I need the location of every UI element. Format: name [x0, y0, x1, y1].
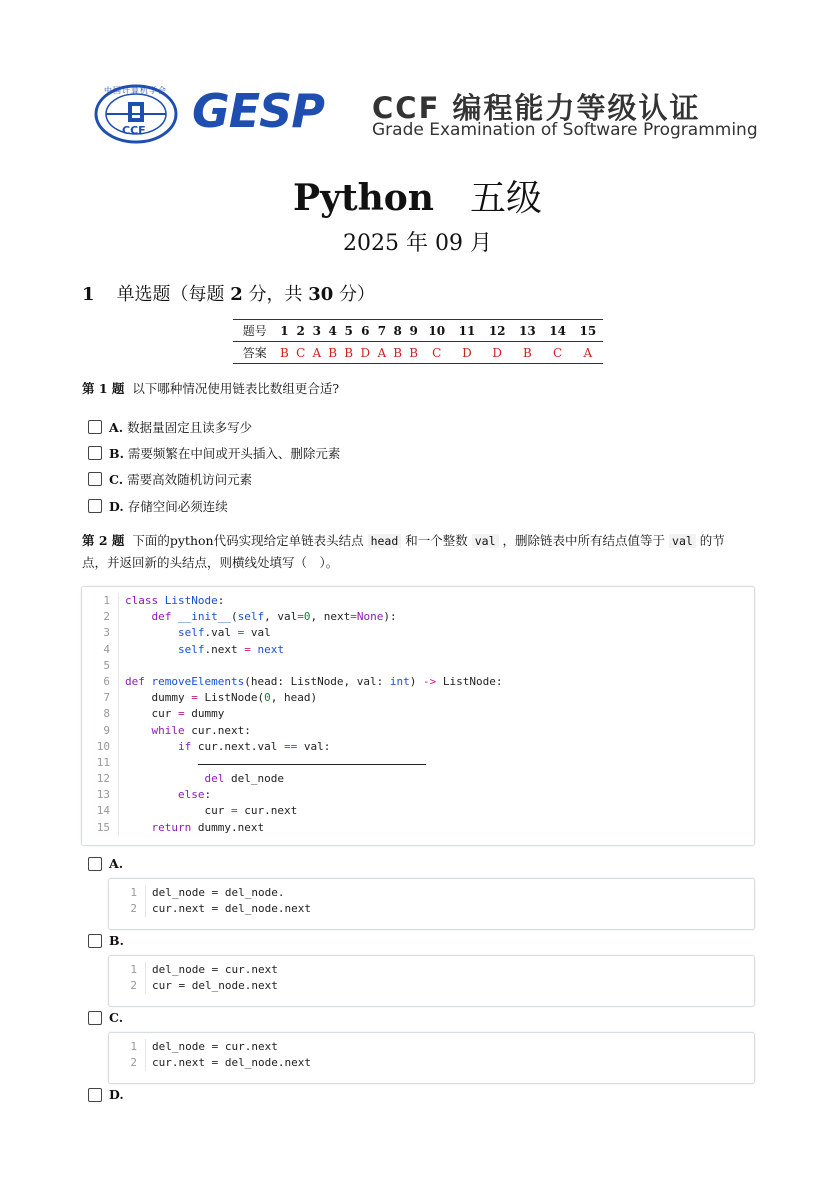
- option-letter: A.: [109, 856, 124, 871]
- question-number-cell: 3: [309, 320, 325, 342]
- question-2-label: 第 2 题: [82, 533, 125, 548]
- line-number: 1: [82, 593, 119, 609]
- section-title-post: 分）: [333, 284, 376, 305]
- q1-option-c[interactable]: [88, 470, 252, 488]
- answer-cell: A: [374, 342, 390, 364]
- line-number: 6: [82, 674, 119, 690]
- line-number: 13: [82, 787, 119, 803]
- answer-cell: B: [406, 342, 422, 364]
- inline-code-head: head: [368, 534, 402, 548]
- q2-option-c-code: [108, 1032, 755, 1084]
- inline-code-val: val: [472, 534, 499, 548]
- code-text: cur.next = del_node.next: [152, 1056, 311, 1070]
- line-number: 7: [82, 690, 119, 706]
- checkbox-icon[interactable]: [88, 857, 102, 871]
- gesp-logo: GESP: [192, 84, 325, 138]
- question-number-cell: 6: [357, 320, 374, 342]
- answer-cell: D: [482, 342, 512, 364]
- code-text: del_node = cur.next: [152, 963, 278, 976]
- line-number: 10: [82, 739, 119, 755]
- line-number: 2: [82, 609, 119, 625]
- ccf-logo-text-top: 中国计算机学会: [104, 86, 167, 95]
- q2-option-c[interactable]: [88, 1010, 127, 1025]
- exam-language: Python: [293, 177, 434, 219]
- line-number: 4: [82, 642, 119, 658]
- line-number: 2: [109, 901, 146, 917]
- q2-option-a[interactable]: [88, 856, 127, 871]
- line-number: 1: [109, 1039, 146, 1055]
- option-letter: C.: [109, 471, 124, 487]
- section-number: 1: [82, 284, 95, 305]
- answer-table-label-a: 答案: [233, 342, 276, 364]
- q2-option-b[interactable]: [88, 933, 128, 948]
- section-title-pre: 单选题（每题: [116, 284, 231, 305]
- q2-option-d[interactable]: [88, 1087, 128, 1102]
- line-number: 8: [82, 706, 119, 722]
- answer-cell: D: [357, 342, 374, 364]
- line-number: 2: [109, 978, 146, 994]
- section-points-total: 30: [308, 284, 334, 305]
- question-2-text-1: 下面的python代码实现给定单链表头结点: [132, 533, 364, 548]
- checkbox-icon[interactable]: [88, 472, 102, 486]
- exam-date: 2025 年 09 月: [343, 231, 492, 256]
- question-number-cell: 12: [482, 320, 512, 342]
- checkbox-icon[interactable]: [88, 446, 102, 460]
- q1-option-d[interactable]: [88, 497, 228, 515]
- answer-cell: B: [390, 342, 406, 364]
- q2-option-b-code: [108, 955, 755, 1007]
- brand-title-cn: CCF 编程能力等级认证: [372, 91, 701, 125]
- checkbox-icon[interactable]: [88, 1088, 102, 1102]
- inline-code-val-2: val: [669, 534, 696, 548]
- question-2-title: [82, 530, 752, 574]
- line-number: 11: [82, 755, 119, 771]
- answer-cell: C: [292, 342, 309, 364]
- question-number-cell: 9: [406, 320, 422, 342]
- checkbox-icon[interactable]: [88, 420, 102, 434]
- question-number-cell: 7: [374, 320, 390, 342]
- q1-option-b[interactable]: [88, 444, 340, 462]
- line-number: 14: [82, 803, 119, 819]
- question-2-text-5: 点，并返回新的头结点，则横线处填写（ ）。: [82, 555, 339, 570]
- section-points-each: 2: [230, 284, 243, 305]
- answer-table-number-row: [233, 320, 603, 342]
- line-number: 5: [82, 658, 119, 674]
- question-number-cell: 15: [573, 320, 603, 342]
- option-letter: C.: [109, 1010, 124, 1025]
- answer-cell: B: [341, 342, 357, 364]
- ccf-logo-text-bottom: CCF: [122, 124, 146, 137]
- answer-cell: C: [542, 342, 572, 364]
- code-text: cur = del_node.next: [152, 979, 278, 993]
- answer-table-answer-row: [233, 342, 603, 364]
- answer-cell: C: [422, 342, 452, 364]
- question-number-cell: 10: [422, 320, 452, 342]
- option-text: 数据量固定且读多写少: [127, 420, 253, 435]
- question-2-code-block: 1 class ListNode: 2 def __init__(self, val=0, next=None): 3 self.val = val 4 self.next = next 5 6 def removeElements(head: ListNode, val: int) -> ListNode: 7 dummy = ListNode(0, head) 8 cur = dummy 9 while cur.next: 10 if cur.next.val == val: 11 12 del del_node 13 else: 14 cur = cur.next 15 return dummy.next: [81, 586, 755, 846]
- question-1-label: 第 1 题: [82, 381, 125, 396]
- exam-level: 五级: [469, 178, 542, 219]
- question-2-text-2: 和一个整数: [405, 533, 468, 548]
- code-text: cur.next = del_node.next: [152, 902, 311, 916]
- brand-title-en: Grade Examination of Software Programming: [372, 120, 758, 140]
- answer-cell: B: [325, 342, 341, 364]
- answer-table-label-q: 题号: [233, 320, 276, 342]
- line-number: 1: [109, 962, 146, 978]
- line-number: 2: [109, 1055, 146, 1071]
- option-letter: B.: [109, 445, 124, 461]
- line-number: 1: [109, 885, 146, 901]
- line-number: 3: [82, 625, 119, 641]
- question-number-cell: 13: [512, 320, 542, 342]
- option-letter: D.: [109, 1087, 124, 1102]
- answer-table: [233, 319, 603, 364]
- section-title-mid: 分，共: [242, 284, 309, 305]
- fill-in-blank: [198, 755, 426, 765]
- checkbox-icon[interactable]: [88, 1011, 102, 1025]
- code-text: del_node = del_node.: [152, 886, 285, 899]
- answer-cell: A: [309, 342, 325, 364]
- question-number-cell: 2: [292, 320, 309, 342]
- option-letter: A.: [109, 419, 124, 435]
- section-heading: [82, 280, 375, 306]
- line-number: 15: [82, 820, 119, 836]
- line-number: 9: [82, 723, 119, 739]
- question-1-title: [82, 378, 339, 400]
- option-text: 需要频繁在中间或开头插入、删除元素: [127, 446, 341, 461]
- option-text: 存储空间必须连续: [127, 499, 228, 514]
- question-number-cell: 1: [276, 320, 292, 342]
- option-letter: D.: [109, 498, 124, 514]
- option-letter: B.: [109, 933, 124, 948]
- answer-cell: B: [512, 342, 542, 364]
- question-number-cell: 14: [542, 320, 572, 342]
- question-2-text-3: ，删除链表中所有结点值等于: [502, 533, 666, 548]
- q1-option-a[interactable]: [88, 418, 252, 436]
- checkbox-icon[interactable]: [88, 499, 102, 513]
- question-number-cell: 5: [341, 320, 357, 342]
- code-text: del_node = cur.next: [152, 1040, 278, 1053]
- question-number-cell: 4: [325, 320, 341, 342]
- answer-cell: A: [573, 342, 603, 364]
- q2-option-a-code: [108, 878, 755, 930]
- checkbox-icon[interactable]: [88, 934, 102, 948]
- question-number-cell: 8: [390, 320, 406, 342]
- line-number: 12: [82, 771, 119, 787]
- question-number-cell: 11: [452, 320, 482, 342]
- question-2-text-4: 的节: [699, 533, 725, 548]
- exam-title: [0, 170, 835, 221]
- answer-cell: B: [276, 342, 292, 364]
- answer-cell: D: [452, 342, 482, 364]
- question-1-text: 以下哪种情况使用链表比数组更合适?: [132, 381, 340, 396]
- option-text: 需要高效随机访问元素: [127, 472, 253, 487]
